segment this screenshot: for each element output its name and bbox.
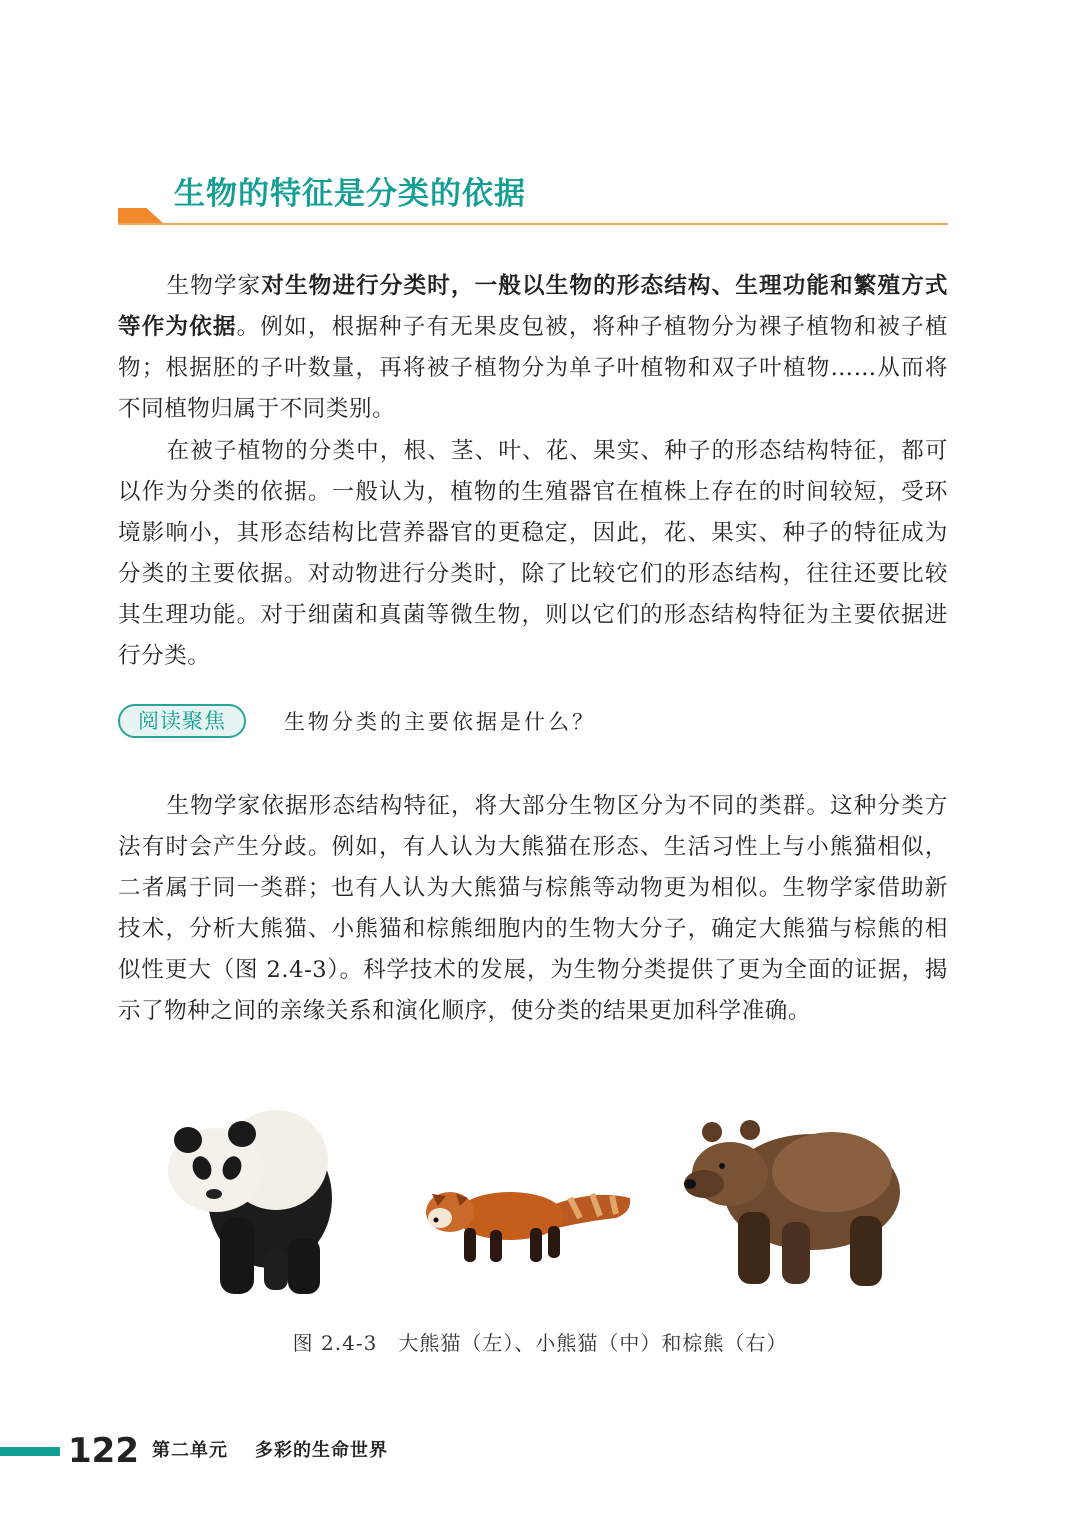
p2-text: 在被子植物的分类中，根、茎、叶、花、果实、种子的形态结构特征，都可以作为分类的依据。一般认为，植物的生殖器官在植株上存在的时间较短，受环境影响小，其形态结构比营养器官的更稳定，因此，花、果实、种子的特征成为分类的主要依据。对动物进行分类时，除了比较它们的形态结构，往往还要比较其生理功能。对于细菌和真菌等微生物，则以它们的形态结构特征为主要依据进行分类。 <box>118 438 948 669</box>
figure-caption: 图 2.4-3 大熊猫（左）、小熊猫（中）和棕熊（右） <box>292 1331 788 1355</box>
p3-text: 生物学家依据形态结构特征，将大部分生物区分为不同的类群。这种分类方法有时会产生分歧。例如，有人认为大熊猫在形态、生活习性上与小熊猫相似，二者属于同一类群；也有人认为大熊猫与棕熊等动物更为相似。生物学家借助新技术，分析大熊猫、小熊猫和棕熊细胞内的生物大分子，确定大熊猫与棕熊的相似性更大（图 2.4-3）。科学技术的发展，为生物分类提供了更为全面的证据，揭示了物种之间的亲缘关系和演化顺序，使分类的结果更加科学准确。 <box>118 793 948 1024</box>
reading-focus <box>118 703 818 743</box>
unit-theme: 多彩的生命世界 <box>255 1440 388 1461</box>
red-panda-image <box>420 1170 635 1270</box>
p1-emphasis: 对生物进行分类时，一般以生物的形态结构、生理功能和繁殖方式等作为依据 <box>118 273 948 340</box>
paragraph-2 <box>118 431 948 677</box>
footer-bar <box>0 1447 60 1456</box>
heading-accent-shape <box>118 208 164 224</box>
reading-focus-badge: 阅读聚焦 <box>118 704 246 738</box>
brown-bear-image <box>682 1112 907 1292</box>
unit-label: 第二单元 <box>152 1440 228 1461</box>
section-heading <box>118 170 948 230</box>
paragraph-3 <box>118 786 948 1032</box>
reading-focus-question: 生物分类的主要依据是什么？ <box>284 710 596 734</box>
page-number: 122 <box>68 1431 139 1471</box>
figure-animals <box>0 1090 1080 1310</box>
page-footer <box>0 1428 1080 1474</box>
p1-lead: 生物学家 <box>166 273 262 299</box>
heading-rule <box>118 223 948 225</box>
section-title: 生物的特征是分类的依据 <box>174 176 526 212</box>
paragraph-1 <box>118 266 948 430</box>
giant-panda-image <box>158 1098 338 1298</box>
p1-rest: 。例如，根据种子有无果皮包被，将种子植物分为裸子植物和被子植物；根据胚的子叶数量，再将被子植物分为单子叶植物和双子叶植物……从而将不同植物归属于不同类别。 <box>118 314 948 422</box>
